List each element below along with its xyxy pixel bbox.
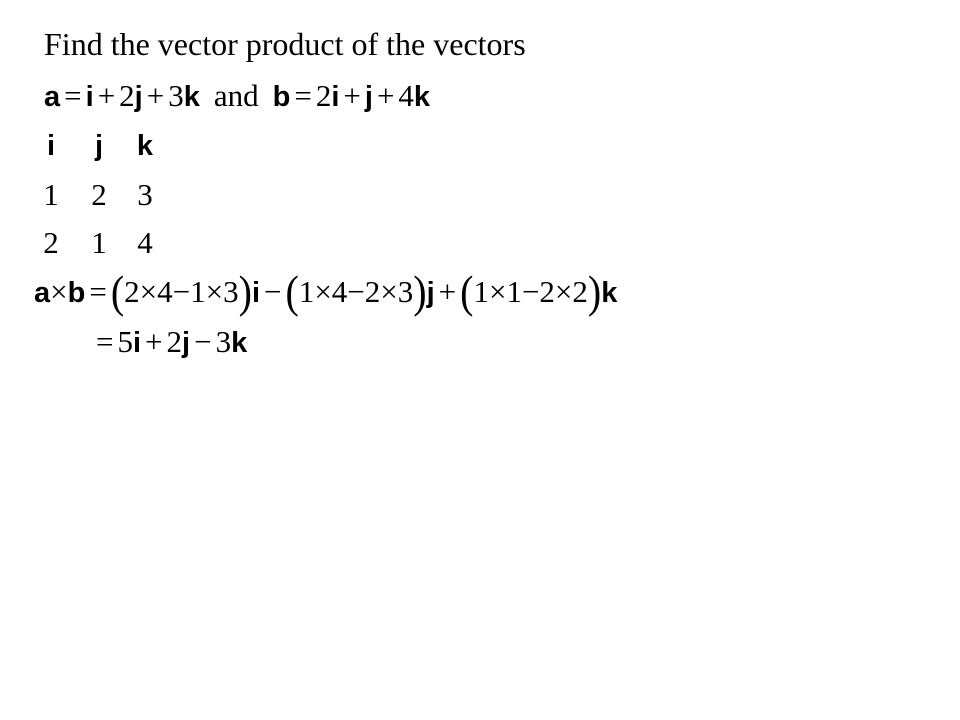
vector-a: a (34, 277, 51, 309)
plus-sign: + (145, 324, 163, 359)
unit-j: j (364, 81, 373, 113)
row2-cell: 1 (91, 225, 107, 260)
coefficient: 3 (215, 324, 232, 359)
coefficient: 3 (168, 78, 184, 113)
coefficient: 2 (119, 78, 135, 113)
term3-expression: 1×1−2×2 (473, 274, 588, 309)
left-paren: ( (285, 265, 299, 318)
term1-expression: 2×4−1×3 (124, 274, 239, 309)
unit-i: i (85, 81, 94, 113)
equals-sign: = (64, 78, 82, 113)
unit-j: j (426, 277, 435, 309)
header-j: j (94, 130, 104, 162)
unit-k: k (231, 327, 248, 359)
vector-b: b (272, 81, 291, 113)
vector-b: b (67, 277, 86, 309)
row2-cell: 4 (137, 225, 153, 260)
plus-sign: + (146, 78, 165, 113)
unit-i: i (251, 277, 260, 309)
determinant-grid (36, 132, 176, 262)
equals-sign: = (294, 78, 312, 113)
right-paren: ) (413, 265, 427, 318)
unit-i: i (132, 327, 142, 359)
vector-a: a (44, 81, 61, 113)
problem-title: Find the vector product of the vectors (44, 26, 526, 62)
times-sign: × (50, 274, 68, 309)
unit-j: j (134, 81, 143, 113)
unit-k: k (413, 81, 431, 113)
header-k: k (136, 130, 154, 162)
plus-sign: + (376, 78, 395, 113)
minus-sign: − (194, 324, 212, 359)
row1-cell: 2 (91, 177, 107, 212)
row2-cell: 2 (43, 225, 59, 260)
equals-sign: = (89, 274, 107, 309)
plus-sign: + (438, 274, 457, 309)
unit-j: j (182, 327, 191, 359)
coefficient: 2 (166, 324, 183, 359)
cross-product-expansion (34, 265, 618, 318)
row1-cell: 1 (43, 177, 59, 212)
plus-sign: + (343, 78, 361, 113)
coefficient: 4 (398, 78, 414, 113)
coefficient: 2 (315, 78, 332, 113)
result-line (92, 326, 247, 358)
right-paren: ) (238, 265, 252, 318)
and-word: and (213, 78, 259, 113)
unit-k: k (601, 277, 618, 309)
coefficient: 5 (117, 324, 133, 359)
left-paren: ( (110, 265, 125, 318)
given-vectors (44, 80, 430, 112)
term2-expression: 1×4−2×3 (298, 274, 414, 309)
plus-sign: + (97, 78, 116, 113)
header-i: i (46, 130, 56, 162)
right-paren: ) (587, 265, 602, 318)
equals-sign: = (96, 324, 114, 359)
row1-cell: 3 (137, 177, 153, 212)
left-paren: ( (460, 265, 474, 318)
minus-sign: − (264, 274, 282, 309)
unit-k: k (183, 81, 200, 113)
unit-i: i (331, 81, 340, 113)
